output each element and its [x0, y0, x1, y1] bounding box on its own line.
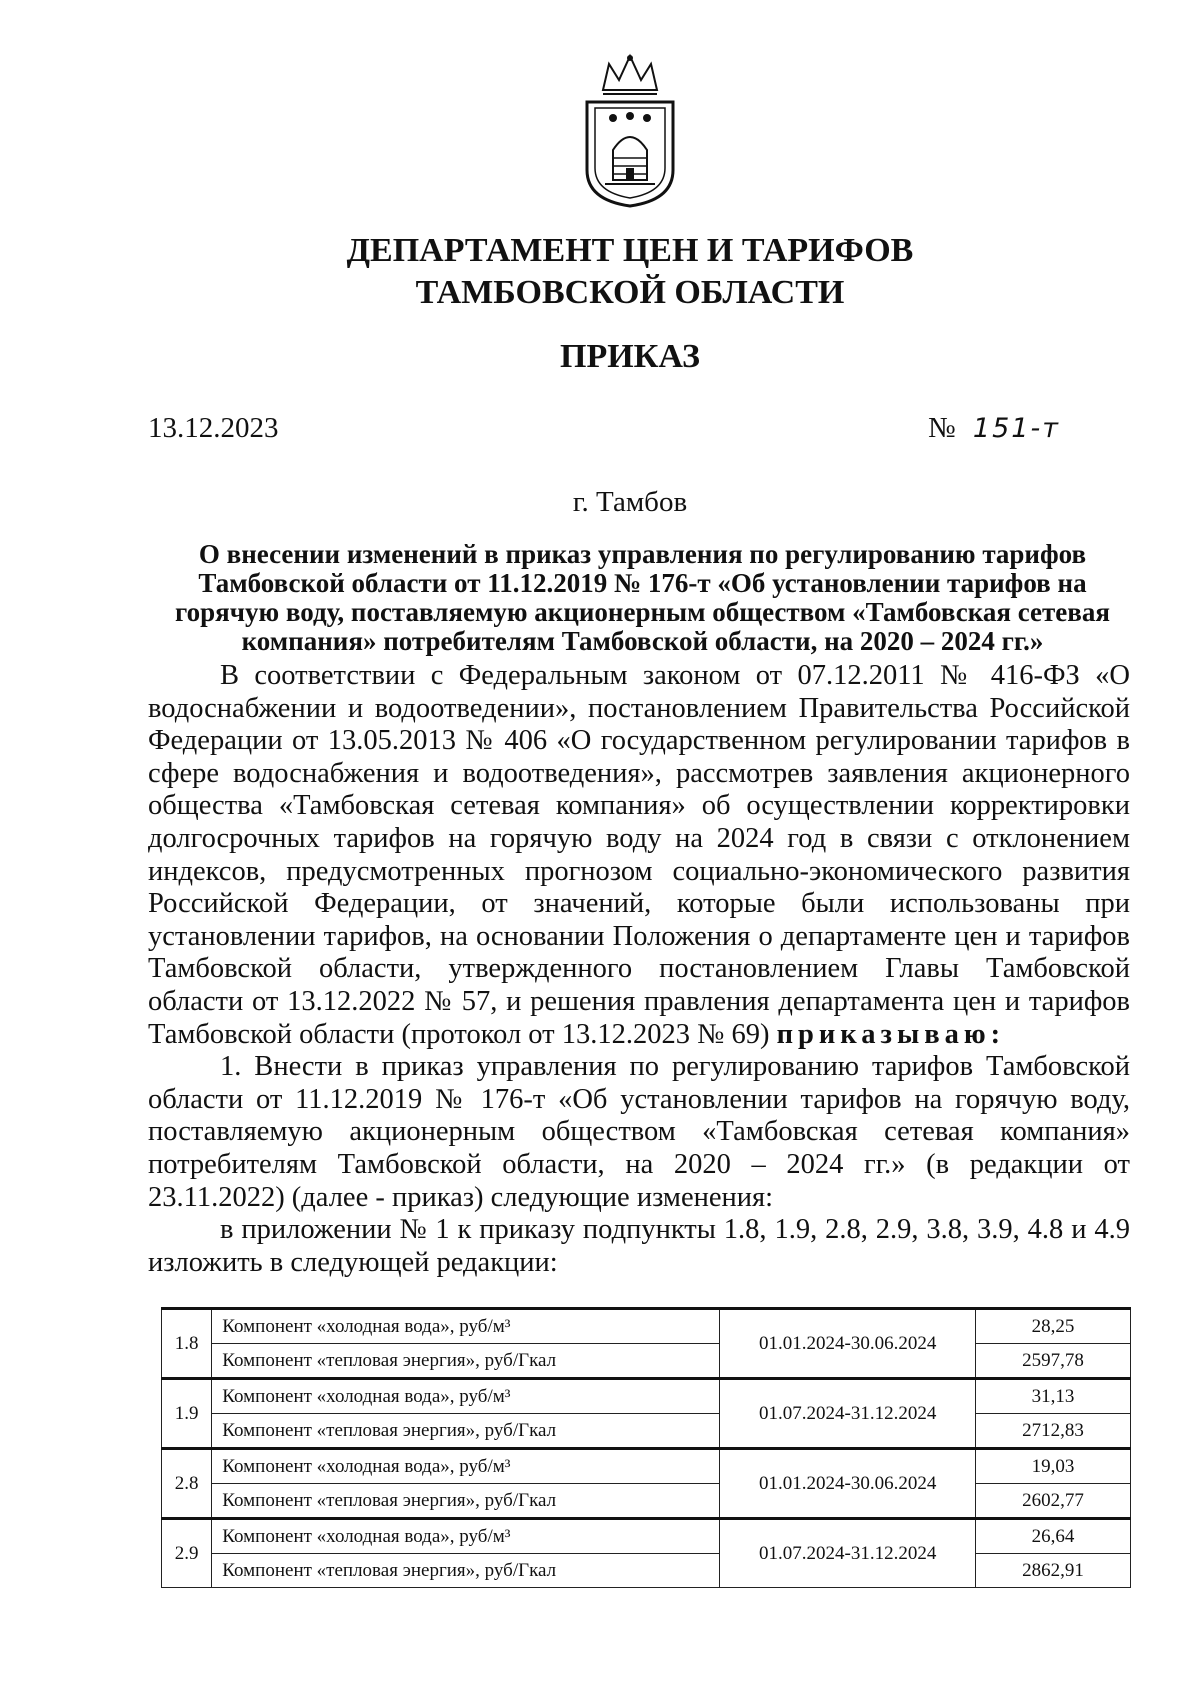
component-label: Компонент «тепловая энергия», руб/Гкал — [212, 1484, 720, 1519]
tariff-value: 2712,83 — [975, 1414, 1130, 1449]
department-title — [0, 230, 1200, 314]
tariff-value: 2862,91 — [975, 1554, 1130, 1588]
table-row — [162, 1309, 1131, 1344]
item-1: 1. Внести в приказ управления по регулированию тарифов Тамбовской области от 11.12.2019 № 176-т «Об установлении тарифов на горячую воду, поставляемую акционерным обществом «Тамбовская сетевая компания» потребителям Тамбовской области, на 2020 – 2024 гг.» (в редакции от 23.11.2022) (далее - приказ) следующие изменения: — [148, 1051, 1130, 1213]
component-label: Компонент «тепловая энергия», руб/Гкал — [212, 1414, 720, 1449]
table-row — [162, 1414, 1131, 1449]
period: 01.01.2024-30.06.2024 — [720, 1449, 976, 1519]
tariff-value: 26,64 — [975, 1519, 1130, 1554]
component-label: Компонент «тепловая энергия», руб/Гкал — [212, 1344, 720, 1379]
table-row — [162, 1344, 1131, 1379]
period: 01.07.2024-31.12.2024 — [720, 1519, 976, 1588]
document-type: ПРИКАЗ — [560, 338, 700, 375]
number-label: № — [928, 412, 956, 444]
city: г. Тамбов — [572, 486, 688, 518]
preamble-paragraph — [148, 660, 1130, 1051]
component-label: Компонент «холодная вода», руб/м³ — [212, 1519, 720, 1554]
tariff-value: 2597,78 — [975, 1344, 1130, 1379]
order-word: приказываю: — [776, 1018, 1006, 1050]
coat-of-arms-icon — [575, 50, 685, 210]
number-value: 151-т — [972, 413, 1060, 444]
table-row — [162, 1484, 1131, 1519]
period: 01.01.2024-30.06.2024 — [720, 1309, 976, 1379]
item-1-sub: в приложении № 1 к приказу подпункты 1.8, 1.9, 2.8, 2.9, 3.8, 3.9, 4.8 и 4.9 изложить в следующей редакции: — [148, 1214, 1130, 1278]
tariff-value: 19,03 — [975, 1449, 1130, 1484]
tariff-table — [161, 1307, 1131, 1588]
table-row — [162, 1519, 1131, 1554]
subitem-number: 2.8 — [162, 1449, 212, 1519]
subitem-number: 1.8 — [162, 1309, 212, 1379]
component-label: Компонент «холодная вода», руб/м³ — [212, 1449, 720, 1484]
subitem-number: 1.9 — [162, 1379, 212, 1449]
table-row — [162, 1449, 1131, 1484]
period: 01.07.2024-31.12.2024 — [720, 1379, 976, 1449]
subitem-number: 2.9 — [162, 1519, 212, 1588]
component-label: Компонент «холодная вода», руб/м³ — [212, 1379, 720, 1414]
table-row — [162, 1379, 1131, 1414]
tariff-value: 2602,77 — [975, 1484, 1130, 1519]
order-date: 13.12.2023 — [148, 412, 279, 444]
order-subject: О внесении изменений в приказ управления по регулированию тарифов Тамбовской области от 11.12.2019 № 176-т «Об установлении тарифов на горячую воду, поставляемую акционерным обществом «Тамбовская сетевая компания» потребителям Тамбовской области, на 2020 – 2024 гг.» — [175, 539, 1110, 656]
component-label: Компонент «тепловая энергия», руб/Гкал — [212, 1554, 720, 1588]
order-body — [148, 660, 1130, 1279]
table-row — [162, 1554, 1131, 1588]
preamble-text: В соответствии с Федеральным законом от 07.12.2011 № 416-ФЗ «О водоснабжении и водоотведении», постановлением Правительства Российской Федерации от 13.05.2013 № 406 «О государственном регулировании тарифов в сфере водоснабжения и водоотведения», рассмотрев заявления акционерного общества «Тамбовская сетевая компания» об осуществлении корректировки долгосрочных тарифов на горячую воду на 2024 год в связи с отклонением индексов, предусмотренных прогнозом социально-экономического развития Российской Федерации, от значений, которые были использованы при установлении тарифов, на основании Положения о департаменте цен и тарифов Тамбовской области, утвержденного постановлением Главы Тамбовской области от 13.12.2022 № 57, и решения правления департамента цен и тарифов Тамбовской области (протокол от 13.12.2023 № 69) — [148, 660, 1130, 1050]
department-line1: ДЕПАРТАМЕНТ ЦЕН И ТАРИФОВ — [346, 232, 914, 269]
tariff-value: 28,25 — [975, 1309, 1130, 1344]
department-line2: ТАМБОВСКОЙ ОБЛАСТИ — [415, 274, 845, 311]
component-label: Компонент «холодная вода», руб/м³ — [212, 1309, 720, 1344]
tariff-value: 31,13 — [975, 1379, 1130, 1414]
order-number — [928, 412, 1060, 445]
